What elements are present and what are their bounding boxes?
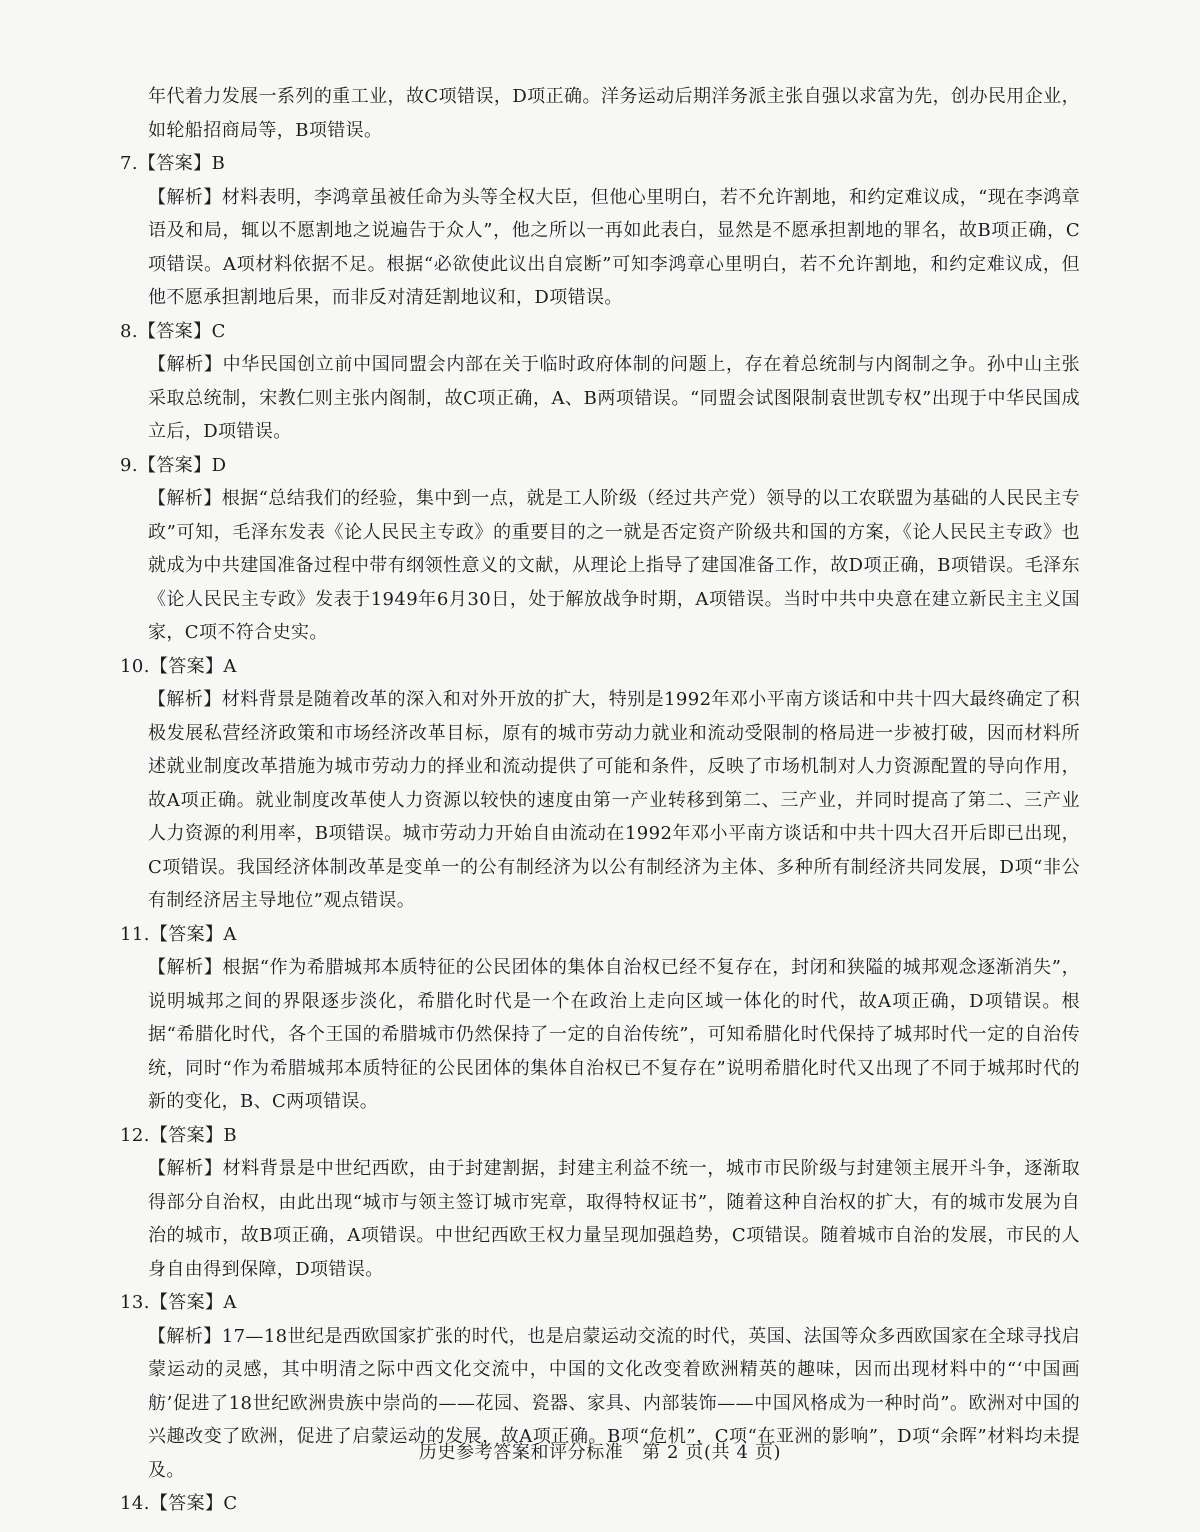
question-number: 13. [120, 1292, 150, 1313]
answer-line [120, 1119, 1080, 1153]
answer-line [120, 918, 1080, 952]
analysis-paragraph: 【解析】根据“总结我们的经验，集中到一点，就是工人阶级（经过共产党）领导的以工农联盟为基础的人民民主专政”可知，毛泽东发表《论人民民主专政》的重要目的之一就是否定资产阶级共和国的方案，《论人民民主专政》也就成为中共建国准备过程中带有纲领性意义的文献，从理论上指导了建国准备工作，故D项正确，B项错误。毛泽东《论人民民主专政》发表于1949年6月30日，处于解放战争时期，A项错误。当时中共中央意在建立新民主主义国家，C项不符合史实。 [148, 488, 1080, 643]
answer-item [120, 918, 1080, 1119]
answer-item [120, 449, 1080, 650]
answer-line [120, 650, 1080, 684]
question-number: 14. [120, 1493, 150, 1514]
answer-line [120, 315, 1080, 349]
question-number: 8. [120, 320, 138, 342]
answer-label: 【答案】B [149, 1124, 238, 1146]
answer-line [120, 449, 1080, 483]
question-number: 9. [120, 454, 138, 476]
answer-item [120, 1487, 1080, 1521]
analysis-paragraph: 【解析】中华民国创立前中国同盟会内部在关于临时政府体制的问题上，存在着总统制与内阁制之争。孙中山主张采取总统制，宋教仁则主张内阁制，故C项正确，A、B两项错误。“同盟会试图限制袁世凯专权”出现于中华民国成立后，D项错误。 [148, 354, 1080, 442]
answer-line [120, 147, 1080, 181]
answer-label: 【答案】C [137, 320, 226, 342]
page-footer: 历史参考答案和评分标准 第 2 页(共 4 页) [418, 1442, 782, 1463]
analysis-paragraph: 【解析】17—18世纪是西欧国家扩张的时代，也是启蒙运动交流的时代，英国、法国等众多西欧国家在全球寻找启蒙运动的灵感，其中明清之际中西文化交流中，中国的文化改变着欧洲精英的趣味，因而出现材料中的“‘中国画舫’促进了18世纪欧洲贵族中崇尚的——花园、瓷器、家具、内部装饰——中国风格成为一种时尚”。欧洲对中国的兴趣改变了欧洲，促进了启蒙运动的发展，故A项正确。B项“危机”，C项“在亚洲的影响”，D项“余晖”材料均未提及。 [148, 1325, 1080, 1481]
answer-label: 【答案】A [149, 655, 237, 677]
question-number: 11. [120, 923, 150, 945]
question-number: 12. [120, 1124, 150, 1146]
question-number: 10. [120, 655, 150, 677]
answer-line [120, 1286, 1080, 1320]
answer-label: 【答案】A [149, 923, 237, 945]
answer-label: 【答案】D [137, 454, 227, 476]
answer-item [120, 147, 1080, 315]
answer-label: 【答案】B [137, 153, 226, 174]
answer-item [120, 650, 1080, 918]
analysis-paragraph: 【解析】材料表明，李鸿章虽被任命为头等全权大臣，但他心里明白，若不允许割地，和约定难议成，“现在李鸿章语及和局，辄以不愿割地之说遍告于众人”，他之所以一再如此表白，显然是不愿承担割地的罪名，故B项正确，C项错误。A项材料依据不足。根据“必欲使此议出自宸断”可知李鸿章心里明白，若不允许割地，和约定难议成，但他不愿承担割地后果，而非反对清廷割地议和，D项错误。 [148, 186, 1080, 308]
analysis-paragraph: 【解析】根据“作为希腊城邦本质特征的公民团体的集体自治权已经不复存在，封闭和狭隘的城邦观念逐渐消失”，说明城邦之间的界限逐步淡化，希腊化时代是一个在政治上走向区域一体化的时代，故A项正确，D项错误。根据“希腊化时代，各个王国的希腊城市仍然保持了一定的自治传统”，可知希腊化时代保持了城邦时代一定的自治传统，同时“作为希腊城邦本质特征的公民团体的集体自治权已不复存在”说明希腊化时代又出现了不同于城邦时代的新的变化，B、C两项错误。 [148, 957, 1080, 1112]
continuation-paragraph: 年代着力发展一系列的重工业，故C项错误，D项正确。洋务运动后期洋务派主张自强以求富为先，创办民用企业，如轮船招商局等，B项错误。 [148, 86, 1080, 141]
question-number: 7. [120, 153, 138, 174]
analysis-paragraph: 【解析】材料背景是中世纪西欧，由于封建割据，封建主利益不统一，城市市民阶级与封建领主展开斗争，逐渐取得部分自治权，由此出现“城市与领主签订城市宪章，取得特权证书”，随着这种自治权的扩大，有的城市发展为自治的城市，故B项正确，A项错误。中世纪西欧王权力量呈现加强趋势，C项错误。随着城市自治的发展，市民的人身自由得到保障，D项错误。 [148, 1158, 1080, 1280]
answer-list [120, 147, 1080, 1521]
answer-content [120, 80, 1080, 1521]
answer-label: 【答案】A [149, 1292, 237, 1313]
answer-line [120, 1487, 1080, 1521]
answer-item [120, 315, 1080, 449]
answer-label: 【答案】C [149, 1493, 238, 1514]
analysis-paragraph: 【解析】材料背景是随着改革的深入和对外开放的扩大，特别是1992年邓小平南方谈话和中共十四大最终确定了积极发展私营经济政策和市场经济改革目标，原有的城市劳动力就业和流动受限制的格局进一步被打破，因而材料所述就业制度改革措施为城市劳动力的择业和流动提供了可能和条件，反映了市场机制对人力资源配置的导向作用，故A项正确。就业制度改革使人力资源以较快的速度由第一产业转移到第二、三产业，并同时提高了第二、三产业人力资源的利用率，B项错误。城市劳动力开始自由流动在1992年邓小平南方谈话和中共十四大召开后即已出现，C项错误。我国经济体制改革是变单一的公有制经济为以公有制经济为主体、多种所有制经济共同发展，D项“非公有制经济居主导地位”观点错误。 [148, 689, 1080, 911]
answer-item [120, 1119, 1080, 1287]
